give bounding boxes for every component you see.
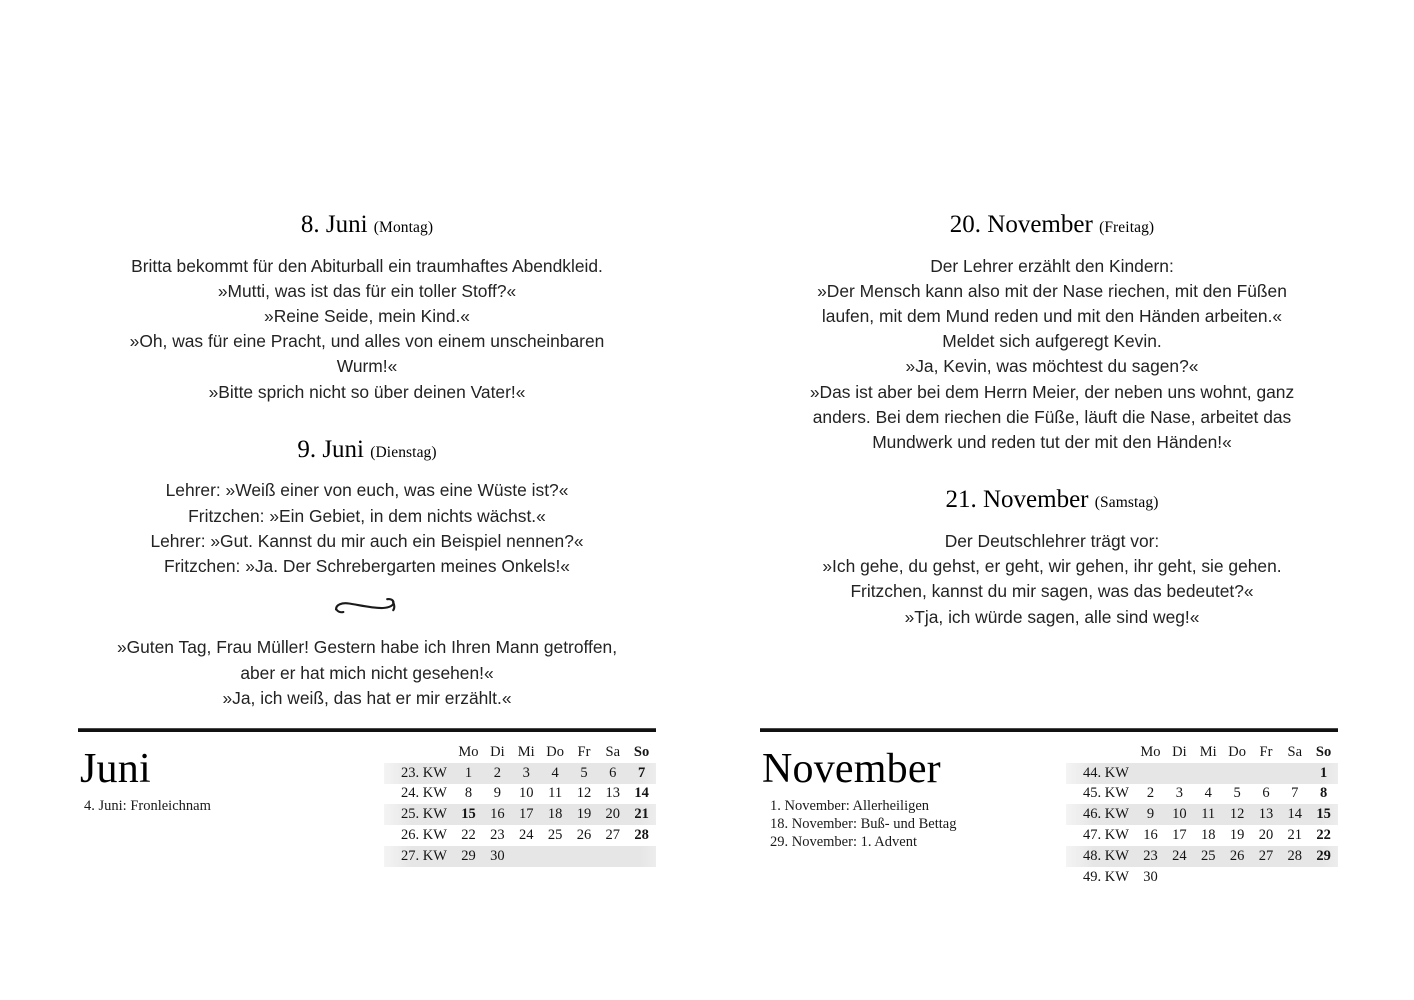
- calendar-week-row: [1066, 763, 1338, 784]
- entry-date-heading: [762, 485, 1342, 515]
- entry-line: Wurm!«: [336, 356, 398, 377]
- entry-line: Meldet sich aufgeregt Kevin.: [942, 331, 1162, 352]
- calendar-day: 28: [634, 827, 649, 844]
- entry-line: laufen, mit dem Mund reden und mit den Händen arbeiten.«: [821, 305, 1283, 326]
- calendar-day: 10: [1165, 804, 1194, 825]
- calendar-day: 11: [548, 785, 563, 802]
- calendar-week-row: [1066, 825, 1338, 846]
- calendar-day: 25: [547, 827, 563, 844]
- calendar-day: 14: [634, 785, 649, 802]
- right-entry-list: [762, 210, 1342, 634]
- weekday-header-sa: Sa: [1287, 743, 1302, 760]
- entry-line: Mundwerk und reden tut der mit den Händen!«: [872, 432, 1232, 453]
- calendar-day-empty: [1165, 763, 1194, 784]
- calendar-day-empty: [598, 846, 627, 867]
- calendar-day: 19: [1229, 827, 1245, 844]
- calendar-day: 13: [1252, 804, 1281, 825]
- entry-21-november: [762, 485, 1342, 629]
- calendar-day-empty: [1165, 867, 1194, 888]
- calendar-day-empty: [627, 846, 656, 867]
- left-entry-list: [78, 210, 656, 715]
- calendar-day-empty: [1223, 867, 1252, 888]
- calendar-day: 3: [1175, 785, 1183, 802]
- calendar-day: 26: [1223, 846, 1252, 867]
- calendar-day: 1: [454, 763, 483, 784]
- entry-body-after-ornament: [78, 635, 656, 711]
- calendar-day: 8: [464, 785, 473, 802]
- entry-line: »Das ist aber bei dem Herrn Meier, der neben uns wohnt, ganz: [809, 381, 1295, 402]
- weekday-header-fr: Fr: [1259, 743, 1273, 760]
- calendar-week-row: [384, 784, 656, 805]
- calendar-day: 20: [598, 804, 627, 825]
- calendar-day: 15: [454, 804, 483, 825]
- entry-line: Fritzchen, kannst du mir sagen, was das bedeutet?«: [850, 581, 1254, 602]
- calendar-day: 17: [1172, 827, 1187, 844]
- calendar-day: 27: [1252, 846, 1281, 867]
- calendar-day: 21: [627, 804, 656, 825]
- weekday-header-mo: Mo: [1140, 743, 1161, 760]
- entry-date: 8. Juni: [300, 211, 368, 238]
- calendar-week-number: 47. KW: [1082, 827, 1129, 844]
- holiday-item: 1. November: Allerheiligen: [770, 798, 930, 814]
- kw-header: [384, 742, 454, 763]
- calendar-day: 4: [541, 763, 570, 784]
- calendar-day: 16: [483, 804, 512, 825]
- calendar-day: 16: [1143, 827, 1158, 844]
- calendar-day: 8: [1319, 785, 1328, 802]
- calendar-day: 15: [1309, 804, 1338, 825]
- kw-header: [1066, 742, 1136, 763]
- calendar-day: 20: [1258, 827, 1274, 844]
- entry-8-juni: [78, 210, 656, 405]
- calendar-week-row: [1066, 867, 1338, 888]
- calendar-day-empty: [1280, 763, 1309, 784]
- weekday-header-do: Do: [1228, 743, 1246, 760]
- calendar-day: 17: [512, 804, 541, 825]
- entry-9-juni: [78, 435, 656, 711]
- swash-ornament-icon: [332, 593, 402, 619]
- calendar-day: 27: [605, 827, 620, 844]
- calendar-day: 12: [1223, 804, 1252, 825]
- calendar-day: 29: [1309, 846, 1338, 867]
- calendar-day: 7: [627, 763, 656, 784]
- calendar-week-number: 24. KW: [400, 785, 447, 802]
- entry-line: »Mutti, was ist das für ein toller Stoff?«: [217, 280, 517, 301]
- entry-date: 9. Juni: [297, 435, 364, 463]
- entry-line: Fritzchen: »Ja. Der Schrebergarten meines Onkels!«: [164, 556, 570, 577]
- calendar-day: 11: [1194, 804, 1223, 825]
- calendar-day: 24: [518, 827, 534, 844]
- left-month-footer: [78, 718, 656, 1000]
- weekday-header-mo: Mo: [458, 743, 479, 760]
- month-calendar-table: [384, 742, 656, 867]
- calendar-day: 26: [576, 827, 592, 844]
- calendar-week-row: [1066, 804, 1338, 825]
- calendar-day-empty: [1252, 867, 1281, 888]
- weekday-header-mi: Mi: [517, 743, 535, 760]
- calendar-day-empty: [1136, 763, 1165, 784]
- calendar-day: 6: [598, 763, 627, 784]
- calendar-week-number: 46. KW: [1066, 804, 1136, 825]
- entry-line: aber er hat mich nicht gesehen!«: [240, 662, 494, 683]
- holiday-list: [770, 798, 956, 851]
- calendar-week-number: 23. KW: [384, 763, 454, 784]
- calendar-week-row: [384, 804, 656, 825]
- calendar-day: 9: [493, 785, 501, 802]
- entry-date: 20. November: [949, 211, 1093, 238]
- calendar-week-number: 27. KW: [384, 846, 454, 867]
- calendar-day-empty: [541, 846, 570, 867]
- calendar-week-number: 25. KW: [384, 804, 454, 825]
- holiday-item: 4. Juni: Fronleichnam: [84, 798, 211, 814]
- entry-line: Fritzchen: »Ein Gebiet, in dem nichts wächst.«: [188, 505, 546, 526]
- calendar-day: 6: [1262, 785, 1270, 802]
- calendar-day-empty: [570, 846, 599, 867]
- entry-line: »Ich gehe, du gehst, er geht, wir gehen, ihr geht, sie gehen.: [822, 556, 1282, 577]
- entry-date: 21. November: [945, 486, 1089, 514]
- entry-line: anders. Bei dem riechen die Füße, läuft die Nase, arbeitet das: [812, 406, 1292, 427]
- entry-body: [78, 254, 656, 405]
- entry-line: »Tja, ich würde sagen, alle sind weg!«: [904, 606, 1200, 627]
- entry-date-heading: [78, 435, 656, 465]
- entry-weekday: (Samstag): [1094, 494, 1159, 512]
- entry-line: »Der Mensch kann also mit der Nase riechen, mit den Füßen: [817, 280, 1287, 301]
- calendar-day: 28: [1280, 846, 1309, 867]
- calendar-day: 4: [1204, 785, 1212, 802]
- calendar-week-row: [384, 763, 656, 784]
- month-calendar-table: [1066, 742, 1338, 888]
- entry-body: [762, 254, 1342, 456]
- entry-weekday: (Montag): [373, 219, 434, 236]
- calendar-day: 29: [454, 846, 483, 867]
- footer-divider-rule: [760, 728, 1338, 732]
- calendar-day: 19: [570, 804, 599, 825]
- calendar-week-row: [1066, 846, 1338, 867]
- weekday-header-di: Di: [1172, 743, 1187, 760]
- entry-line: »Ja, Kevin, was möchtest du sagen?«: [905, 356, 1199, 377]
- calendar-day: 2: [1146, 785, 1155, 802]
- calendar-day: 22: [1316, 827, 1331, 844]
- month-title: Juni: [80, 746, 151, 792]
- calendar-day: 9: [1136, 804, 1165, 825]
- calendar-day: 5: [570, 763, 599, 784]
- weekday-header-sa: Sa: [605, 743, 620, 760]
- holiday-item: 29. November: 1. Advent: [770, 833, 917, 850]
- entry-20-november: [762, 210, 1342, 455]
- calendar-week-number: 44. KW: [1066, 763, 1136, 784]
- calendar-day: 12: [576, 785, 592, 802]
- entry-line: Der Deutschlehrer trägt vor:: [944, 530, 1160, 551]
- entry-line: »Bitte sprich nicht so über deinen Vater!«: [208, 381, 526, 402]
- entry-line: »Guten Tag, Frau Müller! Gestern habe ich Ihren Mann getroffen,: [116, 637, 618, 658]
- calendar-day-empty: [512, 846, 541, 867]
- calendar-week-row: [384, 825, 656, 846]
- calendar-day: 10: [518, 785, 534, 802]
- calendar-day: 18: [541, 804, 570, 825]
- calendar-body: [384, 763, 656, 867]
- entry-date-heading: [78, 210, 656, 240]
- weekday-header-so: So: [1315, 743, 1332, 760]
- entry-line: »Reine Seide, mein Kind.«: [264, 305, 470, 326]
- calendar-week-row: [384, 846, 656, 867]
- entry-weekday: (Freitag): [1099, 219, 1155, 236]
- calendar-day-empty: [1194, 763, 1223, 784]
- calendar-day-empty: [1252, 763, 1281, 784]
- weekday-header-fr: Fr: [577, 743, 591, 760]
- entry-line: Britta bekommt für den Abiturball ein traumhaftes Abendkleid.: [131, 255, 603, 276]
- weekday-header-di: Di: [490, 743, 505, 760]
- entry-line: Der Lehrer erzählt den Kindern:: [930, 255, 1174, 276]
- calendar-header-row: [1066, 742, 1338, 763]
- calendar-week-number: 48. KW: [1066, 846, 1136, 867]
- entry-line: Lehrer: »Gut. Kannst du mir auch ein Beispiel nennen?«: [150, 530, 584, 551]
- calendar-body: [1066, 763, 1338, 888]
- weekday-header-so: So: [633, 743, 650, 760]
- entry-line: »Oh, was für eine Pracht, und alles von einem unscheinbaren: [129, 331, 605, 352]
- holiday-item: 18. November: Buß- und Bettag: [770, 815, 957, 832]
- calendar-day: 5: [1233, 785, 1241, 802]
- calendar-day: 3: [512, 763, 541, 784]
- right-page: [707, 0, 1414, 1000]
- calendar-day: 23: [490, 827, 505, 844]
- calendar-week-row: [1066, 784, 1338, 805]
- calendar-day: 21: [1287, 827, 1302, 844]
- calendar-day: 7: [1291, 785, 1299, 802]
- calendar-day: 18: [1200, 827, 1216, 844]
- calendar-day-empty: [1194, 867, 1223, 888]
- entry-body: [762, 529, 1342, 630]
- calendar-week-number: 49. KW: [1082, 868, 1129, 885]
- calendar-day: 13: [605, 785, 620, 802]
- entry-spacer: [762, 459, 1342, 485]
- calendar-day: 30: [1143, 868, 1158, 885]
- calendar-day-empty: [1309, 867, 1338, 888]
- calendar-day: 23: [1136, 846, 1165, 867]
- entry-date-heading: [762, 210, 1342, 240]
- calendar-day: 2: [483, 763, 512, 784]
- weekday-header-do: Do: [546, 743, 564, 760]
- calendar-week-number: 45. KW: [1082, 785, 1129, 802]
- calendar-day: 30: [483, 846, 512, 867]
- calendar-week-number: 26. KW: [400, 827, 447, 844]
- calendar-day: 24: [1165, 846, 1194, 867]
- entry-spacer: [78, 409, 656, 435]
- entry-body: [78, 478, 656, 579]
- right-month-footer: [760, 718, 1338, 1000]
- calendar-day-empty: [1280, 867, 1309, 888]
- entry-weekday: (Dienstag): [370, 443, 437, 461]
- calendar-day: 1: [1309, 763, 1338, 784]
- calendar-day-empty: [1223, 763, 1252, 784]
- entry-line: Lehrer: »Weiß einer von euch, was eine Wüste ist?«: [165, 480, 569, 501]
- footer-divider-rule: [78, 728, 656, 732]
- calendar-day: 25: [1194, 846, 1223, 867]
- calendar-day: 14: [1280, 804, 1309, 825]
- calendar-day: 22: [461, 827, 476, 844]
- weekday-header-mi: Mi: [1199, 743, 1217, 760]
- entry-line: »Ja, ich weiß, das hat er mir erzählt.«: [222, 687, 512, 708]
- month-title: November: [762, 746, 941, 792]
- calendar-header-row: [384, 742, 656, 763]
- holiday-list: [84, 798, 211, 816]
